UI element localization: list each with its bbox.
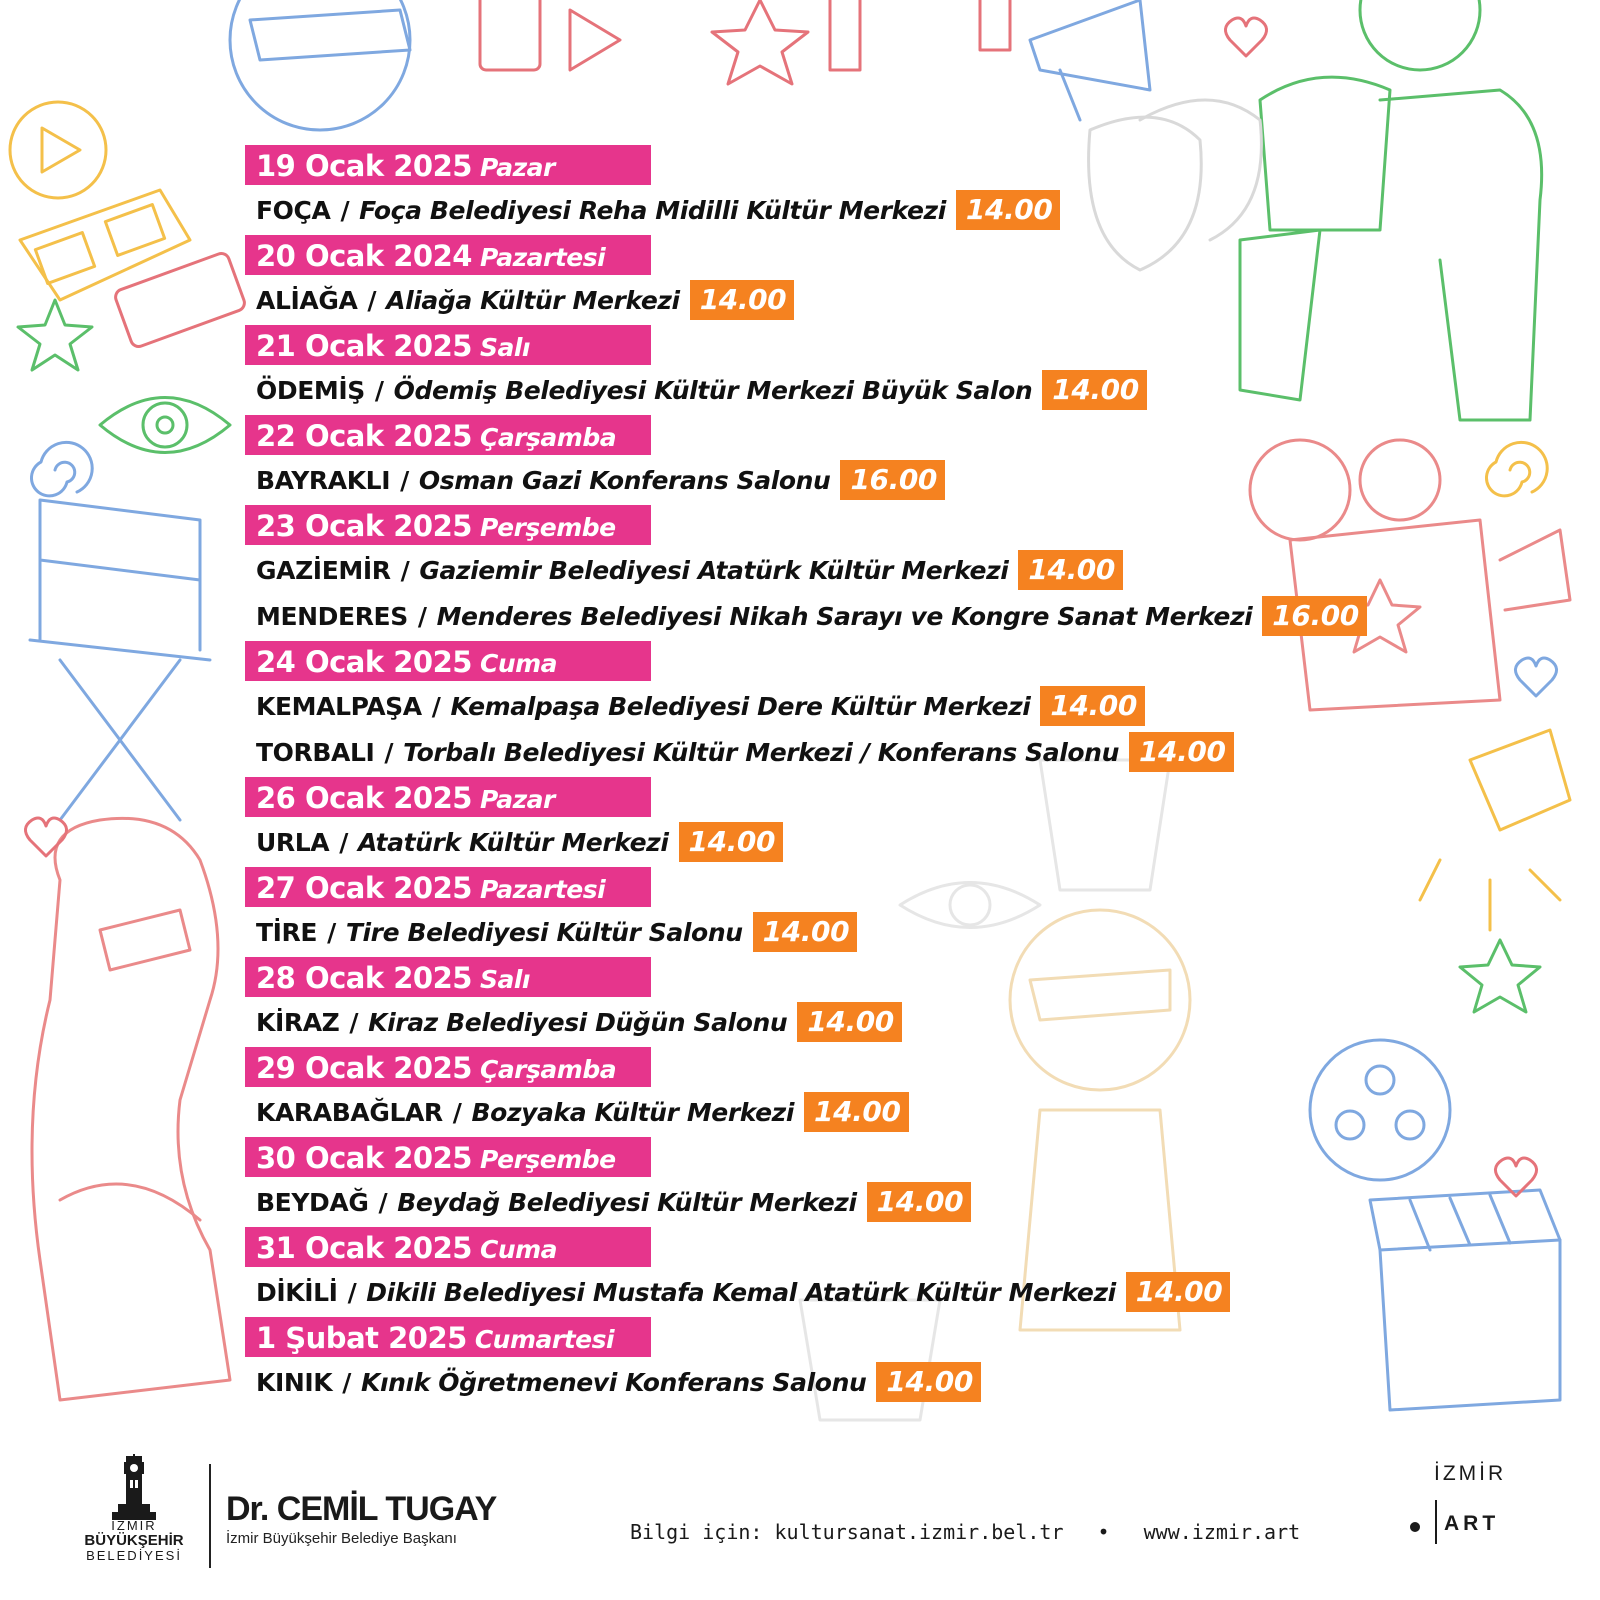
screening-schedule — [245, 145, 1367, 1407]
venue-name: Kiraz Belediyesi Düğün Salonu — [368, 1007, 788, 1037]
separator: / — [400, 465, 409, 495]
time-badge: 16.00 — [840, 460, 945, 500]
info-link-kultursanat[interactable]: kultursanat.izmir.bel.tr — [774, 1520, 1064, 1544]
separator: / — [431, 691, 441, 721]
weekday-text: Pazartesi — [479, 243, 606, 272]
venue-name: Bozyaka Kültür Merkezi — [471, 1097, 794, 1127]
spiral-icon — [31, 442, 92, 496]
ibb-logo-line3: BELEDİYESİ — [86, 1548, 182, 1563]
separator: / — [452, 1097, 462, 1127]
date-text: 19 Ocak 2025 — [256, 149, 472, 183]
venue-name: Gaziemir Belediyesi Atatürk Kültür Merkezi — [419, 555, 1009, 585]
district-name: DİKİLİ — [256, 1277, 338, 1307]
district-name: TORBALI — [256, 737, 375, 767]
weekday-text: Cumartesi — [474, 1325, 615, 1354]
event-row — [245, 189, 1367, 231]
date-text: 26 Ocak 2025 — [256, 781, 472, 815]
schedule-day — [245, 867, 1367, 953]
date-header — [245, 777, 651, 817]
date-text: 28 Ocak 2025 — [256, 961, 472, 995]
girl-doodle — [32, 818, 230, 1400]
district-name: GAZİEMİR — [256, 555, 391, 585]
date-header — [245, 641, 651, 681]
district-name: ÖDEMİŞ — [256, 375, 365, 405]
schedule-day — [245, 235, 1367, 321]
clapperboard-icon — [1370, 1190, 1560, 1410]
event-row — [245, 731, 1367, 773]
date-text: 29 Ocak 2025 — [256, 1051, 472, 1085]
time-badge: 14.00 — [867, 1182, 972, 1222]
event-row — [245, 549, 1367, 591]
tickets-icon — [480, 0, 1010, 84]
separator: / — [347, 1277, 357, 1307]
izmir-art-logo-dot — [1410, 1522, 1420, 1532]
info-label: Bilgi için: — [630, 1520, 763, 1544]
date-header — [245, 505, 651, 545]
time-badge: 14.00 — [797, 1002, 902, 1042]
izmir-art-logo-bottom: ART — [1444, 1512, 1500, 1535]
info-bullet: • — [1097, 1520, 1110, 1544]
time-badge: 16.00 — [1262, 596, 1367, 636]
district-name: KARABAĞLAR — [256, 1097, 443, 1127]
izmir-art-logo-top: İZMİR — [1434, 1462, 1507, 1485]
schedule-day — [245, 1317, 1367, 1403]
separator: / — [374, 375, 384, 405]
district-name: BAYRAKLI — [256, 465, 391, 495]
separator: / — [342, 1367, 352, 1397]
time-badge: 14.00 — [1126, 1272, 1231, 1312]
time-badge: 14.00 — [804, 1092, 909, 1132]
ibb-logo-line2: BÜYÜKŞEHİR — [84, 1532, 184, 1549]
director-chair-icon — [30, 500, 210, 820]
3d-glasses-kid-doodle — [230, 0, 410, 130]
date-text: 20 Ocak 2024 — [256, 239, 472, 273]
logo-divider — [209, 1464, 211, 1568]
venue-name: Ödemiş Belediyesi Kültür Merkezi Büyük Salon — [393, 375, 1033, 405]
event-row — [245, 369, 1367, 411]
eye-icon — [100, 398, 230, 453]
play-button-icon — [10, 102, 106, 198]
separator: / — [340, 195, 350, 225]
weekday-text: Perşembe — [479, 513, 616, 542]
venue-name: Beydağ Belediyesi Kültür Merkezi — [397, 1187, 857, 1217]
venue-name: Tire Belediyesi Kültür Salonu — [345, 917, 743, 947]
mayor-name: Dr. CEMİL TUGAY — [226, 1490, 497, 1528]
time-badge: 14.00 — [1042, 370, 1147, 410]
weekday-text: Çarşamba — [479, 423, 617, 452]
date-header — [245, 1047, 651, 1087]
clock-tower-icon — [104, 1454, 164, 1520]
event-row — [245, 911, 1367, 953]
separator: / — [367, 285, 377, 315]
schedule-day — [245, 505, 1367, 637]
event-row — [245, 685, 1367, 727]
event-row — [245, 1271, 1367, 1313]
footer — [0, 1440, 1600, 1600]
district-name: TİRE — [256, 917, 318, 947]
star-icon — [18, 300, 92, 370]
weekday-text: Pazar — [479, 153, 555, 182]
venue-name: Osman Gazi Konferans Salonu — [418, 465, 831, 495]
event-row — [245, 1361, 1367, 1403]
separator: / — [339, 827, 348, 857]
ibb-logo-line1: İZMİR — [111, 1518, 157, 1533]
izmir-art-logo-bar — [1435, 1500, 1437, 1544]
date-text: 22 Ocak 2025 — [256, 419, 472, 453]
date-header — [245, 1227, 651, 1267]
weekday-text: Cuma — [479, 1235, 558, 1264]
separator: / — [417, 601, 427, 631]
separator: / — [384, 737, 394, 767]
venue-name: Kınık Öğretmenevi Konferans Salonu — [361, 1367, 867, 1397]
event-row — [245, 459, 1367, 501]
district-name: KINIK — [256, 1367, 333, 1397]
district-name: ALİAĞA — [256, 285, 358, 315]
3d-glasses-icon — [20, 190, 190, 300]
weekday-text: Cuma — [479, 649, 558, 678]
date-header — [245, 957, 651, 997]
event-row — [245, 595, 1367, 637]
date-text: 23 Ocak 2025 — [256, 509, 472, 543]
separator: / — [327, 917, 336, 947]
separator: / — [349, 1007, 359, 1037]
date-header — [245, 1137, 651, 1177]
venue-name: Torbalı Belediyesi Kültür Merkezi / Konferans Salonu — [403, 737, 1119, 767]
district-name: URLA — [256, 827, 330, 857]
venue-name: Menderes Belediyesi Nikah Sarayı ve Kongre Sanat Merkezi — [436, 601, 1253, 631]
date-header — [245, 415, 651, 455]
schedule-day — [245, 325, 1367, 411]
district-name: BEYDAĞ — [256, 1187, 369, 1217]
event-row — [245, 1001, 1367, 1043]
schedule-day — [245, 957, 1367, 1043]
date-header — [245, 235, 651, 275]
venue-name: Foça Belediyesi Reha Midilli Kültür Merkezi — [359, 195, 946, 225]
district-name: FOÇA — [256, 195, 331, 225]
heart-icon — [1515, 658, 1556, 696]
event-row — [245, 821, 1367, 863]
event-row — [245, 1181, 1367, 1223]
mayor-title: İzmir Büyükşehir Belediye Başkanı — [226, 1530, 457, 1547]
time-badge: 14.00 — [679, 822, 784, 862]
district-name: MENDERES — [256, 601, 408, 631]
weekday-text: Çarşamba — [479, 1055, 617, 1084]
date-text: 24 Ocak 2025 — [256, 645, 472, 679]
schedule-day — [245, 1227, 1367, 1313]
schedule-day — [245, 777, 1367, 863]
date-header — [245, 867, 651, 907]
district-name: KİRAZ — [256, 1007, 340, 1037]
time-badge: 14.00 — [956, 190, 1061, 230]
weekday-text: Pazartesi — [479, 875, 606, 904]
star-icon — [1460, 940, 1540, 1012]
date-text: 1 Şubat 2025 — [256, 1321, 467, 1355]
spiral-icon — [1486, 442, 1547, 496]
date-text: 30 Ocak 2025 — [256, 1141, 472, 1175]
date-text: 31 Ocak 2025 — [256, 1231, 472, 1265]
event-row — [245, 1091, 1367, 1133]
info-link-izmir-art[interactable]: www.izmir.art — [1143, 1520, 1301, 1544]
izmir-buyuksehir-logo — [78, 1454, 190, 1584]
megaphone-icon — [1030, 0, 1150, 120]
time-badge: 14.00 — [876, 1362, 981, 1402]
date-header — [245, 325, 651, 365]
separator: / — [378, 1187, 388, 1217]
schedule-day — [245, 415, 1367, 501]
weekday-text: Perşembe — [479, 1145, 616, 1174]
venue-name: Kemalpaşa Belediyesi Dere Kültür Merkezi — [450, 691, 1031, 721]
venue-name: Aliağa Kültür Merkezi — [386, 285, 680, 315]
izmir-art-logo — [1410, 1462, 1520, 1582]
date-text: 21 Ocak 2025 — [256, 329, 472, 363]
venue-name: Atatürk Kültür Merkezi — [357, 827, 669, 857]
info-line — [630, 1520, 1300, 1544]
date-text: 27 Ocak 2025 — [256, 871, 472, 905]
time-badge: 14.00 — [753, 912, 858, 952]
date-header — [245, 145, 651, 185]
date-header — [245, 1317, 651, 1357]
time-badge: 14.00 — [690, 280, 795, 320]
weekday-text: Salı — [479, 965, 530, 994]
schedule-day — [245, 641, 1367, 773]
heart-icon — [1225, 18, 1266, 56]
weekday-text: Salı — [479, 333, 530, 362]
weekday-text: Pazar — [479, 785, 555, 814]
time-badge: 14.00 — [1129, 732, 1234, 772]
schedule-day — [245, 1137, 1367, 1223]
spotlight-icon — [1420, 730, 1570, 930]
separator: / — [400, 555, 410, 585]
event-row — [245, 279, 1367, 321]
venue-name: Dikili Belediyesi Mustafa Kemal Atatürk Kültür Merkezi — [366, 1277, 1116, 1307]
district-name: KEMALPAŞA — [256, 691, 422, 721]
time-badge: 14.00 — [1018, 550, 1123, 590]
time-badge: 14.00 — [1040, 686, 1145, 726]
schedule-day — [245, 145, 1367, 231]
schedule-day — [245, 1047, 1367, 1133]
